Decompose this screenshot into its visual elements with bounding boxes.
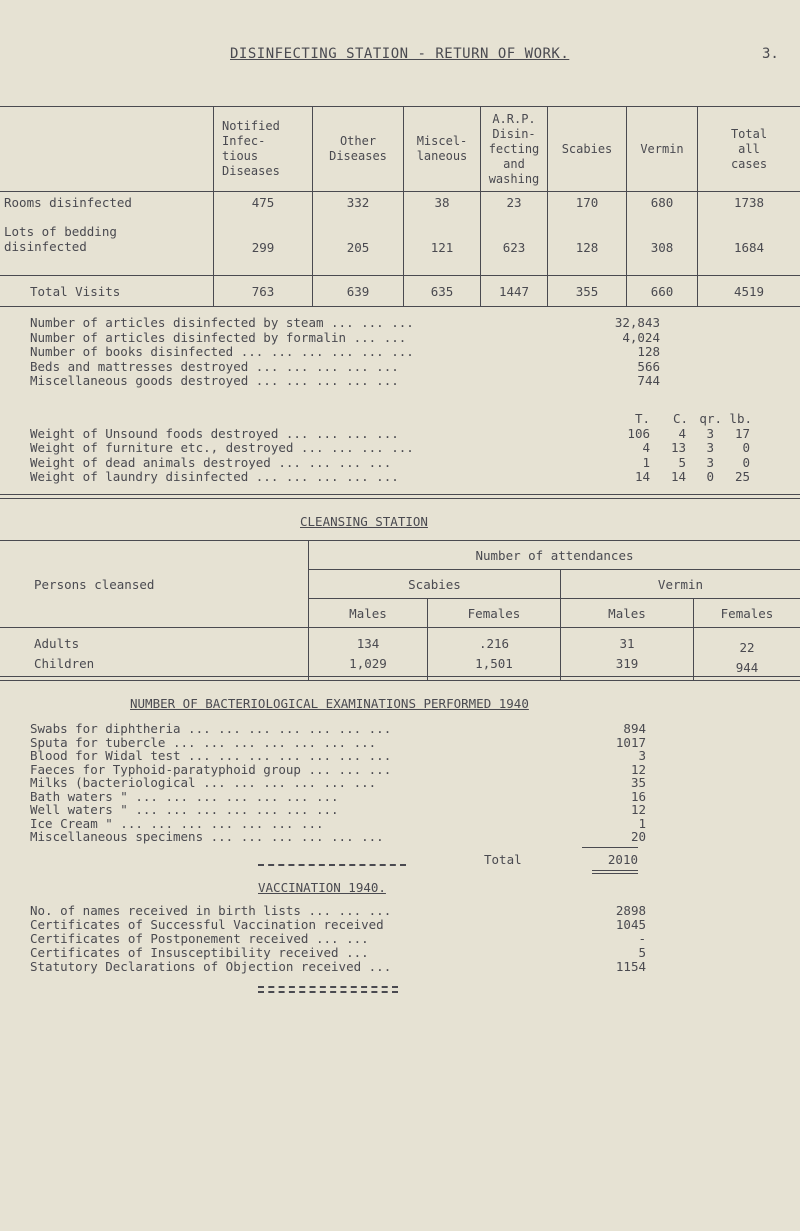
total-underline	[592, 873, 638, 874]
page-number: 3.	[762, 46, 779, 62]
articles-list	[30, 316, 730, 389]
vaccination-title: VACCINATION 1940.	[258, 880, 386, 895]
table-cell: 4519	[698, 276, 800, 307]
cleansing-table	[0, 540, 800, 680]
list-item: Statutory Declarations of Objection received ... 1154	[30, 959, 646, 974]
column-header: Females	[428, 599, 561, 628]
list-item: Weight of furniture etc., destroyed ... ... ... ... 4 13 3 0	[30, 440, 750, 455]
list-item: No. of names received in birth lists ... ... ... 2898	[30, 903, 646, 918]
table-cell: .216 1,501	[428, 628, 561, 681]
table-row	[0, 628, 800, 681]
list-item: Number of articles disinfected by formalin ... ... 4,024	[30, 329, 660, 345]
sum-rule	[582, 847, 638, 848]
table-row	[0, 276, 800, 307]
empty-header-cell	[0, 107, 214, 192]
row-label: Adults Children	[0, 628, 309, 681]
table-cell: 635	[404, 276, 481, 307]
weights-units-row: T. C. qr. lb.	[634, 411, 752, 426]
column-header: Other Diseases	[313, 107, 404, 192]
column-header: Females	[694, 599, 800, 628]
list-item: Weight of laundry disinfected ... ... ... ... ... 14 14 0 25	[30, 469, 750, 484]
list-item: Swabs for diphtheria ... ... ... ... ... ... ... 894	[30, 721, 646, 736]
list-item: Number of articles disinfected by steam ... ... ... 32,843	[30, 315, 660, 330]
list-item: Certificates of Insusceptibility received ... 5	[30, 945, 646, 960]
column-header: Miscel- laneous	[404, 107, 481, 192]
disinfection-header-row	[0, 107, 800, 192]
list-item: Well waters " ... ... ... ... ... ... ... 12	[30, 802, 646, 817]
table-cell: 38 121	[404, 192, 481, 276]
dashed-divider	[258, 864, 406, 866]
table-cell: 332 205	[313, 192, 404, 276]
table-cell: 1447	[481, 276, 548, 307]
list-item: Beds and mattresses destroyed ... ... ... ... ... 566	[30, 358, 660, 374]
table-cell: 22 944	[694, 628, 800, 681]
subgroup-header: Scabies	[309, 570, 561, 599]
column-header: Males	[309, 599, 428, 628]
list-item: Miscellaneous goods destroyed ... ... ... ... ... 744	[30, 373, 660, 388]
column-header: Notified Infec- tious Diseases	[214, 107, 313, 192]
column-header: Vermin	[627, 107, 698, 192]
list-item: Weight of Unsound foods destroyed ... ... ... ... 106 4 3 17	[30, 425, 750, 441]
section-divider	[0, 494, 800, 495]
list-item: Bath waters " ... ... ... ... ... ... ... 16	[30, 788, 646, 804]
table-cell: 1738 1684	[698, 192, 800, 276]
bacteriological-list	[30, 722, 730, 844]
total-label: Total	[484, 852, 522, 867]
table-cell: 23 623	[481, 192, 548, 276]
table-cell: 355	[548, 276, 627, 307]
list-item: Weight of dead animals destroyed ... ... ... ... 1 5 3 0	[30, 454, 750, 470]
group-header: Number of attendances	[309, 541, 800, 570]
column-header: Males	[561, 599, 694, 628]
section-divider	[0, 680, 800, 681]
list-item: Certificates of Postponement received ... ... -	[30, 931, 646, 946]
list-item: Ice Cream " ... ... ... ... ... ... ... 1	[30, 815, 646, 831]
row-label: Total Visits	[0, 276, 214, 307]
table-cell: 639	[313, 276, 404, 307]
cleansing-header-row	[0, 541, 800, 570]
total-value: 2010	[607, 852, 638, 867]
section-divider	[0, 498, 800, 499]
list-item: Milks (bacteriological ... ... ... ... ... ... 35	[30, 775, 646, 790]
table-cell: 134 1,029	[309, 628, 428, 681]
cleansing-title: CLEANSING STATION	[300, 514, 428, 529]
column-header: A.R.P. Disin- fecting and washing	[481, 107, 548, 192]
bacteriological-title: NUMBER OF BACTERIOLOGICAL EXAMINATIONS PERFORMED 1940	[130, 696, 529, 711]
list-item: Faeces for Typhoid-paratyphoid group ... ... ... 12	[30, 761, 646, 777]
row-header: Persons cleansed	[0, 541, 309, 628]
list-item: Certificates of Successful Vaccination received 1045	[30, 917, 646, 932]
list-item: Number of books disinfected ... ... ... ... ... ... 128	[30, 344, 660, 359]
list-item: Miscellaneous specimens ... ... ... ... ... ... 20	[30, 829, 646, 844]
weights-list	[30, 412, 790, 485]
table-cell: 680 308	[627, 192, 698, 276]
table-cell: 763	[214, 276, 313, 307]
table-cell: 170 128	[548, 192, 627, 276]
table-cell: 31 319	[561, 628, 694, 681]
column-header: Scabies	[548, 107, 627, 192]
dashed-divider	[258, 991, 398, 993]
disinfection-table	[0, 106, 800, 307]
list-item: Sputa for tubercle ... ... ... ... ... ... ... 1017	[30, 734, 646, 750]
vaccination-list	[30, 904, 730, 974]
row-label: Rooms disinfected Lots of bedding disinfected	[0, 192, 214, 276]
table-cell: 660	[627, 276, 698, 307]
section-divider	[0, 676, 800, 677]
column-header: Total all cases	[698, 107, 800, 192]
list-item: Blood for Widal test ... ... ... ... ... ... ... 3	[30, 748, 646, 763]
total-underline	[592, 870, 638, 871]
subgroup-header: Vermin	[561, 570, 800, 599]
dashed-divider	[258, 986, 398, 988]
table-row	[0, 192, 800, 276]
table-cell: 475 299	[214, 192, 313, 276]
page-title: DISINFECTING STATION - RETURN OF WORK.	[230, 46, 570, 62]
